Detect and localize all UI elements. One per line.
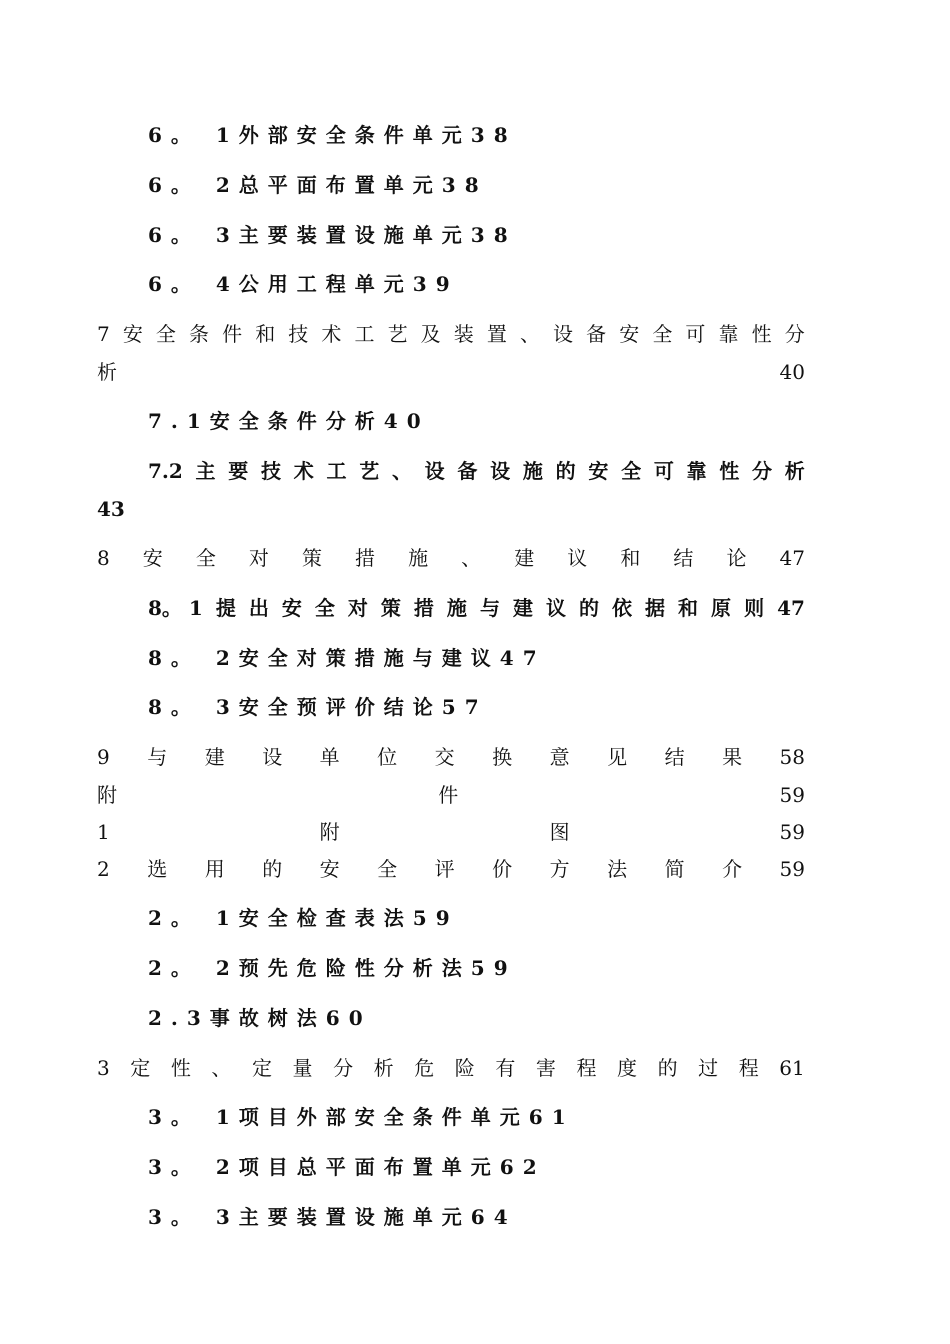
page-number: 38 [470,223,517,247]
entry-title-char: 出 [248,596,269,620]
entry-title-char: 用 [204,857,225,881]
entry-title-char: 法 [607,857,628,881]
entry-title-char: 工 [354,322,375,346]
entry-title-char: 建 [512,596,533,620]
entry-title-char: 的 [262,857,283,881]
entry-title-char: 、 [519,322,540,346]
entry-title-char: 、 [211,1056,232,1080]
entry-title-char: 性 [751,322,772,346]
entry-title-char: 靠 [718,322,739,346]
entry-title-char: 全 [314,596,335,620]
entry-title-char: 的 [578,596,599,620]
entry-title-char: 对 [248,546,269,570]
toc-entry-7-continued [97,360,805,384]
entry-title-char: 全 [621,459,642,483]
entry-title: 6。 4公用工程单元 [148,272,413,296]
toc-entry-9 [97,745,805,769]
entry-title-char: 的 [657,1056,678,1080]
entry-title-char: 单 [319,745,340,769]
section-number: 8。 1 [148,596,203,620]
entry-title-char: 技 [261,459,281,483]
entry-title-char: 全 [377,857,398,881]
page-number: 59 [470,956,517,980]
entry-title-char: 措 [413,596,434,620]
section-number: 1 [97,820,110,844]
toc-entry-6-2 [148,173,488,197]
toc-entry-6-1 [148,123,517,147]
entry-title-char: 措 [355,546,376,570]
entry-title-char: 析 [373,1056,394,1080]
page-number: 61 [528,1105,575,1129]
entry-title-char: 结 [664,745,685,769]
entry-title-char: 装 [453,322,474,346]
toc-entry-appendix-1 [97,820,805,844]
entry-title-char: 论 [726,546,747,570]
entry-title-char: 施 [446,596,467,620]
entry-title-char: 性 [170,1056,191,1080]
entry-title: 7.1安全条件分析 [148,409,384,433]
entry-title-char: 评 [434,857,455,881]
page-number: 40 [383,409,430,433]
entry-title-char: 对 [347,596,368,620]
entry-title-char: 建 [204,745,225,769]
entry-title-char: 施 [522,459,543,483]
entry-title-char: 依 [612,596,632,620]
entry-title-char: 简 [664,857,685,881]
page-number: 61 [779,1056,805,1080]
toc-entry-7-2 [148,459,805,483]
entry-title-char: 程 [576,1056,597,1080]
toc-entry-appendix-2 [97,857,805,881]
page-number: 38 [470,123,517,147]
entry-title: 8。 3安全预评价结论 [148,695,442,719]
entry-title-char: 全 [195,546,216,570]
page-number: 39 [412,272,459,296]
entry-title-part: 图 [549,820,570,844]
page-number: 47 [779,546,805,570]
page-number: 59 [412,906,459,930]
entry-title-char: 和 [678,596,699,620]
page-number: 59 [779,783,805,807]
entry-title-char: 术 [293,459,314,483]
section-number: 7.2 [148,459,183,483]
entry-title-char: 与 [147,745,168,769]
toc-entry-6-4 [148,272,459,296]
entry-title-char: 靠 [686,459,707,483]
entry-title-char: 备 [457,459,478,483]
entry-title-char: 和 [620,546,641,570]
entry-title-char: 原 [711,596,732,620]
entry-title-char: 的 [555,459,576,483]
entry-title-char: 全 [155,322,176,346]
entry-title-char: 艺 [387,322,408,346]
entry-title-char: 介 [722,857,743,881]
toc-entry-2-1 [148,906,459,930]
entry-title-char: 、 [461,546,482,570]
entry-title-char: 分 [333,1056,354,1080]
entry-title-char: 艺 [359,459,380,483]
entry-title-char: 过 [698,1056,719,1080]
entry-title-char: 件 [222,322,243,346]
entry-title-char: 结 [673,546,694,570]
entry-title-char: 技 [288,322,309,346]
toc-entry-7-1 [148,409,430,433]
entry-title-char: 置 [486,322,507,346]
entry-title-char: 提 [215,596,236,620]
section-number: 3 [97,1056,110,1080]
entry-title-part: 附 [319,820,340,844]
entry-title: 6。 3主要装置设施单元 [148,223,471,247]
toc-entry-3-2 [148,1155,546,1179]
section-number: 9 [97,745,110,769]
entry-title-char: 见 [607,745,628,769]
entry-title-char: 设 [424,459,445,483]
entry-title-char: 议 [567,546,588,570]
section-number: 8 [97,546,110,570]
entry-title-char: 可 [685,322,706,346]
entry-title: 3。 2项目总平面布置单元 [148,1155,500,1179]
toc-entry-appendix [97,783,805,807]
section-number: 2 [97,857,110,881]
entry-title-char: 选 [147,857,168,881]
entry-title: 3。 1项目外部安全条件单元 [148,1105,529,1129]
entry-title: 6。 2总平面布置单元 [148,173,442,197]
entry-title-char: 果 [722,745,743,769]
entry-title: 3。 3主要装置设施单元 [148,1205,471,1229]
entry-title-char: 安 [588,459,609,483]
entry-title-char: 建 [514,546,535,570]
entry-title-char: 险 [454,1056,475,1080]
entry-title-char: 可 [653,459,674,483]
entry-title-char: 和 [255,322,276,346]
entry-title-char: 、 [391,459,412,483]
entry-title-char: 安 [281,596,302,620]
entry-title-char: 位 [377,745,398,769]
page-number: 59 [779,857,805,881]
page-number: 40 [779,360,805,384]
entry-title-char: 害 [535,1056,556,1080]
entry-title-char: 及 [420,322,441,346]
toc-entry-8-3 [148,695,488,719]
entry-title-char: 安 [319,857,340,881]
toc-entry-8 [97,546,805,570]
entry-title-char: 施 [408,546,429,570]
entry-title: 6。 1外部安全条件单元 [148,123,471,147]
page-number: 59 [779,820,805,844]
section-number: 7 [97,322,110,346]
entry-title: 2.3事故树法 [148,1006,326,1030]
entry-title-char: 备 [586,322,607,346]
entry-title-char: 据 [645,596,666,620]
entry-title-char: 方 [549,857,570,881]
entry-title-char: 安 [122,322,143,346]
entry-title-char: 策 [380,596,401,620]
entry-title-char: 安 [619,322,640,346]
page-number: 58 [779,745,805,769]
entry-title-char: 策 [301,546,322,570]
entry-title-char: 定 [251,1056,272,1080]
entry-title-continued: 析 [97,360,117,384]
entry-title-char: 工 [326,459,347,483]
toc-entry-7 [97,322,805,346]
entry-title-char: 则 [744,596,765,620]
entry-title-char: 意 [549,745,570,769]
entry-title-char: 议 [545,596,566,620]
entry-title-char: 分 [784,322,805,346]
toc-entry-2-3 [148,1006,372,1030]
entry-title-char: 性 [719,459,740,483]
entry-title-char: 换 [492,745,513,769]
page-number: 47 [777,596,805,620]
page-number: 60 [325,1006,372,1030]
entry-title-char: 与 [479,596,500,620]
page-number: 62 [499,1155,546,1179]
entry-title-part: 件 [438,783,459,807]
entry-title-char: 安 [142,546,163,570]
page-number: 43 [97,497,125,521]
entry-title-char: 主 [195,459,216,483]
toc-entry-8-1 [148,596,805,620]
toc-entry-8-2 [148,646,546,670]
toc-entry-2-2 [148,956,517,980]
toc-entry-3-1 [148,1105,575,1129]
entry-title-part: 附 [97,783,117,807]
entry-title-char: 条 [189,322,210,346]
entry-title-char: 有 [495,1056,516,1080]
page-number: 38 [441,173,488,197]
entry-title-char: 术 [321,322,342,346]
entry-title-char: 危 [414,1056,435,1080]
entry-title-char: 析 [784,459,805,483]
entry-title-char: 要 [228,459,249,483]
entry-title: 2。 2预先危险性分析法 [148,956,471,980]
toc-entry-appendix-3 [97,1056,805,1080]
page-number: 47 [499,646,546,670]
entry-title-char: 度 [617,1056,638,1080]
entry-title-char: 设 [262,745,283,769]
entry-title: 8。 2安全对策措施与建议 [148,646,500,670]
page-number: 57 [441,695,488,719]
entry-title-char: 交 [434,745,455,769]
entry-title-char: 量 [292,1056,313,1080]
entry-title-char: 价 [492,857,513,881]
toc-entry-6-3 [148,223,517,247]
entry-title-char: 设 [553,322,574,346]
toc-entry-3-3 [148,1205,517,1229]
page-number: 64 [470,1205,517,1229]
entry-title-char: 程 [738,1056,759,1080]
entry-title-char: 全 [652,322,673,346]
entry-title-char: 定 [130,1056,151,1080]
entry-title-char: 分 [752,459,773,483]
entry-title: 2。 1安全检查表法 [148,906,413,930]
entry-title-char: 设 [490,459,511,483]
